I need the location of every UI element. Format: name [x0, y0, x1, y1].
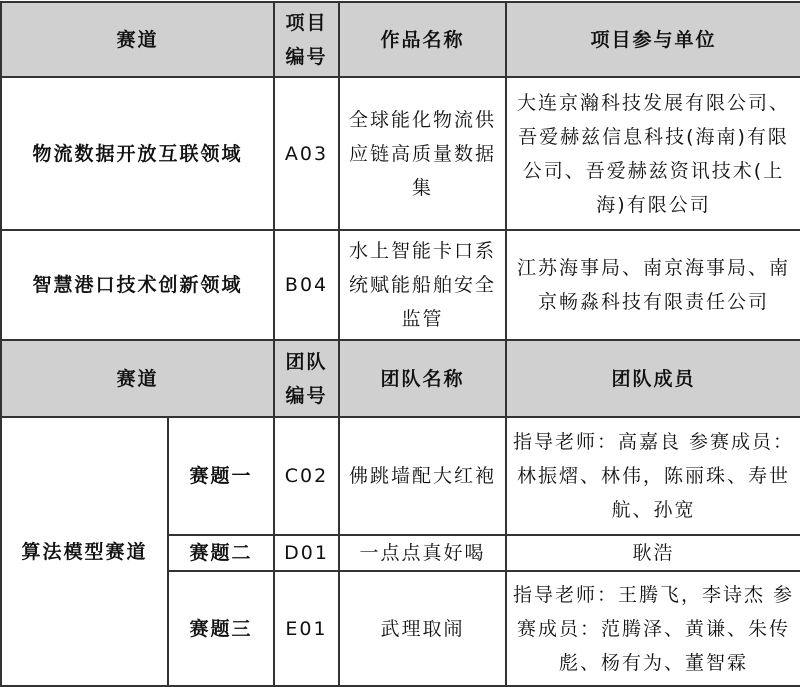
track-cell: 智慧港口技术创新领域	[1, 230, 274, 340]
track-cell: 物流数据开放互联领域	[1, 77, 274, 230]
topic-cell: 赛题二	[168, 535, 274, 571]
table-row	[1, 417, 800, 535]
members-cell: 耿浩	[506, 535, 800, 571]
competition-table	[0, 1, 800, 687]
units-cell: 江苏海事局、南京海事局、南京畅淼科技有限责任公司	[506, 230, 800, 340]
team-name-cell: 佛跳墙配大红袍	[339, 417, 506, 535]
project-no-cell: A03	[274, 77, 339, 230]
team-name-cell: 武理取闹	[339, 571, 506, 686]
header-project-no: 项目编号	[274, 2, 339, 77]
topic-cell: 赛题一	[168, 417, 274, 535]
team-no-cell: E01	[274, 571, 339, 686]
team-name-cell: 一点点真好喝	[339, 535, 506, 571]
header-team-name: 团队名称	[339, 340, 506, 417]
table-row	[1, 77, 800, 230]
topic-cell: 赛题三	[168, 571, 274, 686]
header-track: 赛道	[1, 340, 274, 417]
header-team-no: 团队编号	[274, 340, 339, 417]
members-cell: 指导老师：高嘉良 参赛成员：林振熠、林伟，陈丽珠、寿世航、孙宽	[506, 417, 800, 535]
table-row	[1, 230, 800, 340]
team-no-cell: C02	[274, 417, 339, 535]
header-track: 赛道	[1, 2, 274, 77]
project-no-cell: B04	[274, 230, 339, 340]
header-members: 团队成员	[506, 340, 800, 417]
units-cell: 大连京瀚科技发展有限公司、吾爱赫兹信息科技(海南)有限公司、吾爱赫兹资讯技术(上海)有限公司	[506, 77, 800, 230]
work-name-cell: 水上智能卡口系统赋能船舶安全监管	[339, 230, 506, 340]
work-name-cell: 全球能化物流供应链高质量数据集	[339, 77, 506, 230]
team-no-cell: D01	[274, 535, 339, 571]
members-cell: 指导老师：王腾飞，李诗杰 参赛成员：范腾泽、黄谦、朱传彪、杨有为、董智霖	[506, 571, 800, 686]
header-work-name: 作品名称	[339, 2, 506, 77]
project-header-row	[1, 2, 800, 77]
algo-track-cell: 算法模型赛道	[1, 417, 168, 686]
team-header-row	[1, 340, 800, 417]
header-units: 项目参与单位	[506, 2, 800, 77]
